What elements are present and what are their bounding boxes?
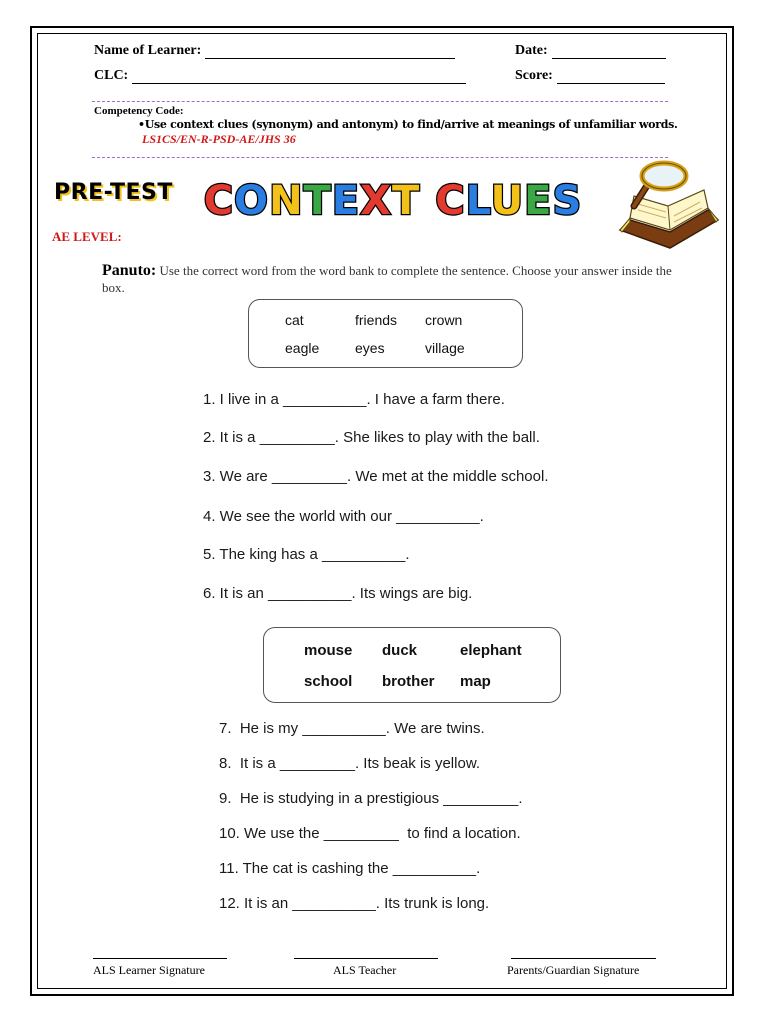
title-letter: X xyxy=(360,178,393,224)
score-line[interactable] xyxy=(557,71,665,84)
ae-level-label: AE LEVEL: xyxy=(52,229,122,244)
question-item: 7. He is my __________. We are twins. xyxy=(219,720,485,737)
title-letter: O xyxy=(234,178,270,224)
question-item: 3. We are _________. We met at the middle school. xyxy=(203,468,549,485)
word-bank-item: map xyxy=(460,673,491,690)
context-clues-title xyxy=(203,170,583,226)
clc-line[interactable] xyxy=(132,71,466,84)
title-letter: C xyxy=(435,178,466,224)
name-of-learner-field xyxy=(94,43,455,59)
word-bank-item: friends xyxy=(355,312,398,328)
name-of-learner-line[interactable] xyxy=(205,46,455,59)
title-letter: U xyxy=(490,178,525,224)
panuto-label: Panuto: xyxy=(102,262,157,279)
question-item: 11. The cat is cashing the __________. xyxy=(219,860,481,877)
instructions xyxy=(102,262,682,296)
title-letter: N xyxy=(269,178,304,224)
date-label: Date: xyxy=(515,43,548,58)
clc-field xyxy=(94,68,466,84)
learner-signature-line[interactable] xyxy=(93,958,227,959)
book-magnifier-icon xyxy=(612,160,724,256)
clc-label: CLC: xyxy=(94,68,129,83)
title-letter: E xyxy=(331,178,361,224)
title-letter xyxy=(420,178,435,224)
word-bank-item: brother xyxy=(382,673,435,690)
word-bank-1 xyxy=(248,299,523,368)
name-of-learner-label: Name of Learner: xyxy=(94,43,202,58)
guardian-signature-label: Parents/Guardian Signature xyxy=(507,963,640,977)
word-bank-item: duck xyxy=(382,642,418,659)
panuto-text: Use the correct word from the word bank to complete the sentence. Choose your answer inside the box. xyxy=(102,263,672,295)
competency-title: Competency Code: xyxy=(94,105,184,117)
guardian-signature-line[interactable] xyxy=(511,958,656,959)
score-label: Score: xyxy=(515,68,553,83)
title-letter: S xyxy=(552,178,583,224)
title-letter: C xyxy=(203,178,235,224)
question-item: 12. It is an __________. Its trunk is long. xyxy=(219,895,490,912)
score-field xyxy=(515,68,665,84)
word-bank-item: cat xyxy=(285,312,304,328)
date-line[interactable] xyxy=(552,46,666,59)
title-letter: E xyxy=(524,178,553,224)
word-bank-item: mouse xyxy=(304,642,353,659)
question-item: 10. We use the _________ to find a location. xyxy=(219,825,521,842)
teacher-signature-label: ALS Teacher xyxy=(333,963,397,977)
word-bank-item: eyes xyxy=(355,340,385,356)
word-bank-2 xyxy=(263,627,561,703)
word-bank-item: crown xyxy=(425,312,463,328)
pretest-label: PRE-TEST xyxy=(54,180,173,205)
title-text xyxy=(204,178,583,224)
question-item: 5. The king has a __________. xyxy=(203,546,410,563)
divider-bottom xyxy=(92,157,668,158)
title-letter: T xyxy=(392,178,421,224)
divider-top xyxy=(92,101,668,102)
date-field xyxy=(515,43,666,59)
question-item: 1. I live in a __________. I have a farm there. xyxy=(203,391,505,408)
title-letter: T xyxy=(303,178,332,224)
question-item: 4. We see the world with our __________. xyxy=(203,508,484,525)
word-bank-item: school xyxy=(304,673,353,690)
teacher-signature-line[interactable] xyxy=(294,958,438,959)
word-bank-item: elephant xyxy=(460,642,522,659)
question-item: 6. It is an __________. Its wings are big. xyxy=(203,585,473,602)
word-bank-item: village xyxy=(425,340,465,356)
competency-code: LS1CS/EN-R-PSD-AE/JHS 36 xyxy=(142,132,296,146)
competency-text: •Use context clues (synonym) and antonym) to find/arrive at meanings of unfamiliar words. xyxy=(138,118,678,131)
question-item: 2. It is a _________. She likes to play with the ball. xyxy=(203,429,540,446)
title-letter: L xyxy=(465,178,491,224)
learner-signature-label: ALS Learner Signature xyxy=(93,963,205,977)
question-item: 8. It is a _________. Its beak is yellow. xyxy=(219,755,480,772)
question-item: 9. He is studying in a prestigious _________. xyxy=(219,790,523,807)
word-bank-item: eagle xyxy=(285,340,320,356)
